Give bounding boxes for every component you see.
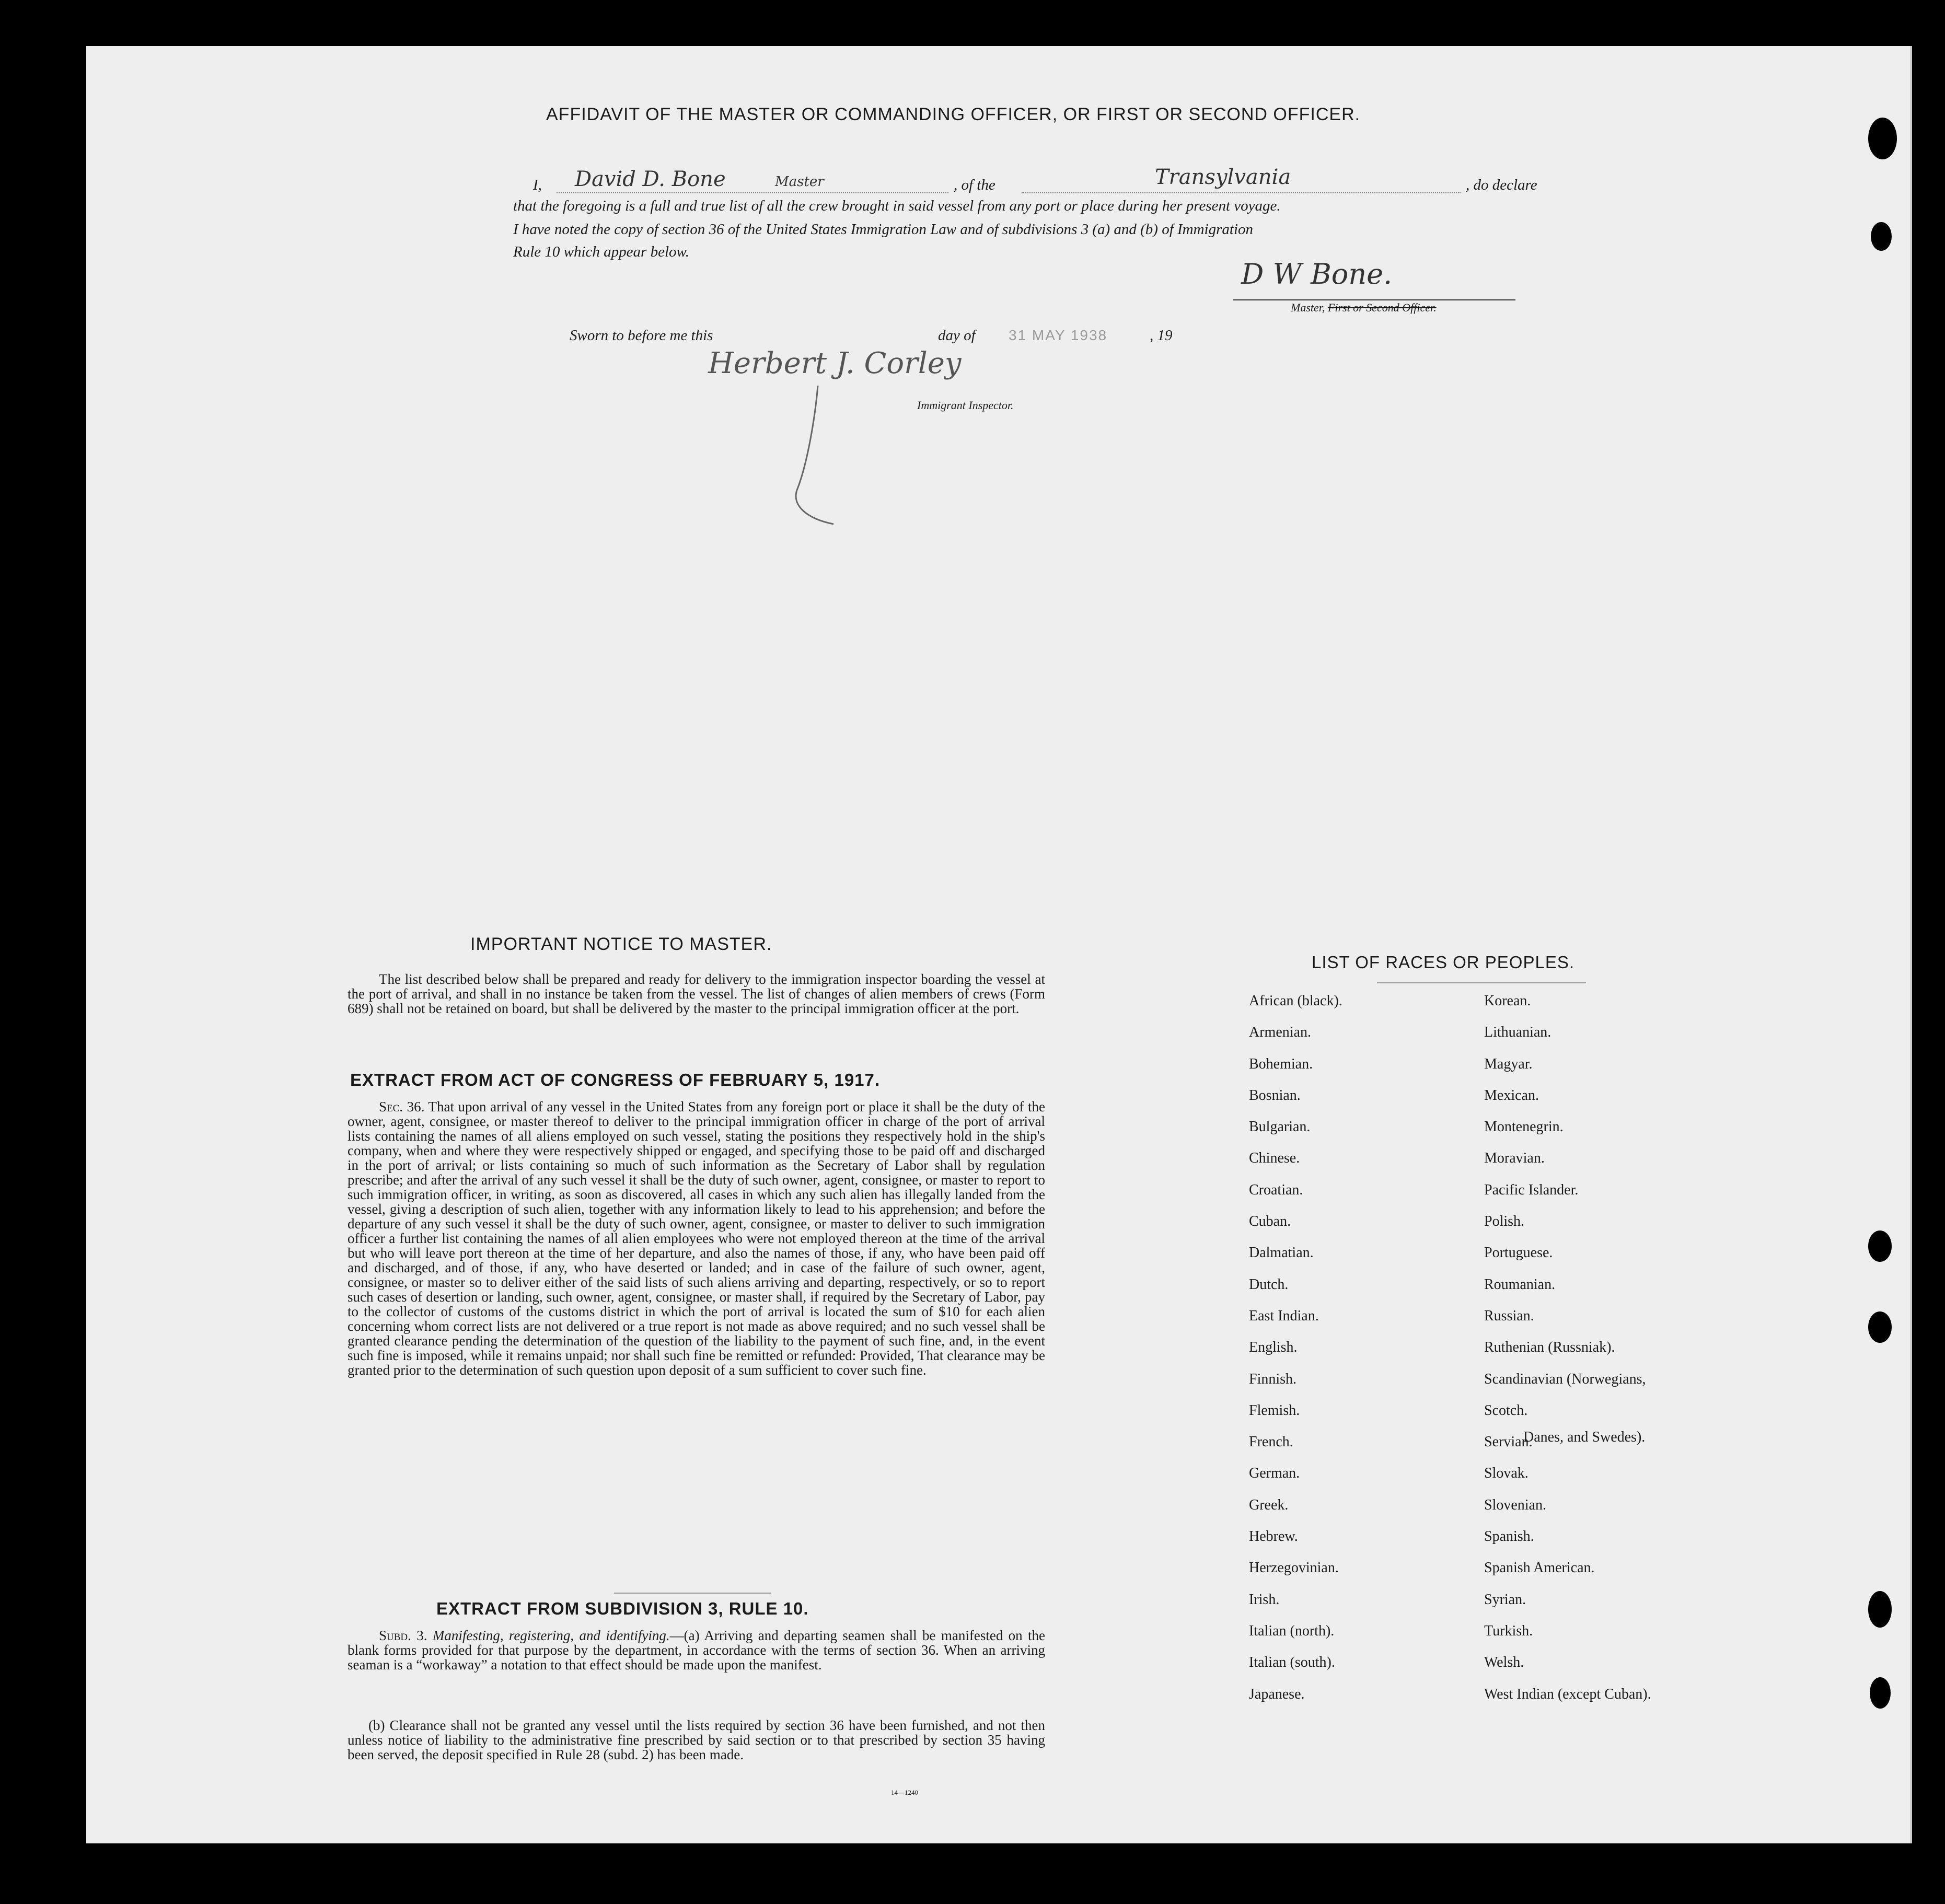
race-item: Bosnian. xyxy=(1249,1087,1301,1104)
race-item: Flemish. xyxy=(1249,1402,1300,1419)
race-item: German. xyxy=(1249,1465,1300,1482)
extract2-body-a xyxy=(348,1628,1045,1672)
race-item: African (black). xyxy=(1249,993,1342,1009)
race-item: Scotch. xyxy=(1484,1402,1528,1419)
notice-text: The list described below shall be prepared and ready for delivery to the immigration inspector boarding the vessel at the port of arrival, and shall in no instance be taken from the vessel. The list of changes of alien members of crews (Form 689) shall not be retained on board, but shall be delivered by the master to the principal immigration officer at the port. xyxy=(348,971,1045,1016)
race-item: Ruthenian (Russniak). xyxy=(1484,1339,1615,1356)
races-right-column xyxy=(1484,993,1651,1717)
race-item: Korean. xyxy=(1484,993,1531,1009)
form-number: 14—1240 xyxy=(891,1789,918,1796)
inspector-caption: Immigrant Inspector. xyxy=(917,399,1014,412)
affidavit-line2: that the foregoing is a full and true list of all the crew brought in said vessel from any port or place during her present voyage. xyxy=(513,198,1281,214)
of-the-text: , of the xyxy=(954,177,995,193)
signature-caption-struck: First or Second Officer. xyxy=(1327,301,1437,314)
affidavit-i: I, xyxy=(533,177,542,193)
extract1-lead: Sec. 36. xyxy=(379,1099,425,1114)
race-item: Finnish. xyxy=(1249,1371,1297,1387)
name-line xyxy=(557,192,948,193)
race-item: Montenegrin. xyxy=(1484,1119,1564,1135)
punch-hole xyxy=(1868,1230,1892,1262)
master-name: David D. Bone xyxy=(575,167,726,191)
punch-hole xyxy=(1871,222,1892,251)
extract1-title: EXTRACT FROM ACT OF CONGRESS OF FEBRUARY 5, 1917. xyxy=(350,1070,881,1089)
race-item: Dalmatian. xyxy=(1249,1245,1314,1261)
race-item: Italian (north). xyxy=(1249,1622,1335,1639)
affidavit-line4: Rule 10 which appear below. xyxy=(513,243,689,260)
race-item: Scandinavian (Norwegians, xyxy=(1484,1371,1646,1387)
race-item: Irish. xyxy=(1249,1591,1280,1608)
race-item: Herzegovinian. xyxy=(1249,1560,1339,1576)
race-item: Lithuanian. xyxy=(1484,1024,1552,1041)
race-item: Pacific Islander. xyxy=(1484,1181,1579,1198)
extract2-text-a: —(a) Arriving and departing seamen shall be manifested on the blank forms provided for that purpose by the department, in accordance with the terms of section 36. When an arriving seaman is a “workaway” a notation to that effect should be made upon the manifest. xyxy=(348,1628,1045,1673)
race-item: Servian. xyxy=(1484,1434,1533,1450)
inspector-signature: Herbert J. Corley xyxy=(708,346,962,380)
race-item: Moravian. xyxy=(1484,1150,1545,1167)
extract2-heading: Manifesting, registering, and identifying. xyxy=(432,1628,670,1643)
race-item: Turkish. xyxy=(1484,1622,1533,1639)
rank: Master xyxy=(775,174,824,190)
race-item: Slovak. xyxy=(1484,1465,1529,1482)
race-item: Cuban. xyxy=(1249,1213,1291,1230)
signature-caption xyxy=(1291,301,1437,315)
vessel-name: Transylvania xyxy=(1155,165,1291,189)
race-item: Syrian. xyxy=(1484,1591,1526,1608)
races-title-rule xyxy=(1377,982,1586,983)
signature-flourish xyxy=(786,386,849,527)
vessel-line xyxy=(1022,192,1461,193)
race-item: Welsh. xyxy=(1484,1654,1524,1671)
master-signature: D W Bone. xyxy=(1241,258,1393,291)
race-item: Italian (south). xyxy=(1249,1654,1335,1671)
race-item: East Indian. xyxy=(1249,1307,1319,1324)
races-title: LIST OF RACES OR PEOPLES. xyxy=(1312,953,1575,972)
race-item: Portuguese. xyxy=(1484,1245,1553,1261)
punch-hole xyxy=(1868,118,1897,159)
race-item: Spanish. xyxy=(1484,1528,1534,1545)
race-item: Polish. xyxy=(1484,1213,1525,1230)
race-item: Japanese. xyxy=(1249,1686,1305,1702)
race-item: Armenian. xyxy=(1249,1024,1311,1041)
date-stamp: 31 MAY 1938 xyxy=(1009,327,1108,343)
race-item: Chinese. xyxy=(1249,1150,1300,1167)
race-item: Slovenian. xyxy=(1484,1496,1546,1513)
year-prefix: , 19 xyxy=(1150,327,1173,344)
sworn-text: Sworn to before me this xyxy=(570,327,713,344)
race-item: Hebrew. xyxy=(1249,1528,1298,1545)
punch-hole xyxy=(1868,1591,1892,1628)
race-item-continuation: Danes, and Swedes). xyxy=(1523,1429,1646,1445)
race-item: West Indian (except Cuban). xyxy=(1484,1686,1651,1702)
race-item: Greek. xyxy=(1249,1496,1289,1513)
race-item: Spanish American. xyxy=(1484,1560,1595,1576)
affidavit-line3: I have noted the copy of section 36 of the United States Immigration Law and of subdivisions 3 (a) and (b) of Immigration xyxy=(513,221,1254,238)
extract1-text: That upon arrival of any vessel in the United States from any foreign port or place it shall be the duty of the owner, agent, consignee, or master thereof to deliver to the principal immigration officer in charge of the port of arrival lists containing the names of all aliens employed on such vessel, stating the positions they respectively hold in the ship's company, when and where they were respectively shipped or engaged, and specifying those to be paid off and discharged in the port of arrival; or lists containing so much of such information as the Secretary of Labor shall by regulation prescribe; and after the arrival of any such vessel it shall be the duty of such owner, agent, consignee, or master to report to such immigration officer, in writing, as soon as discovered, all cases in which any such alien has illegally landed from the vessel, giving a description of such alien, together with any information likely to lead to his apprehension; and before the departure of any such vessel it shall be the duty of such owner, agent, consignee, or master to deliver to such immigration officer a further list containing the names of all alien employees who were not employed thereon at the time of the arrival but who will leave port thereon at the time of her departure, and also the names of those, if any, who have been paid off and discharged, and of those, if any, who have deserted or landed; and in case of the failure of such owner, agent, consignee, or master so to deliver either of the said lists of such aliens arriving and departing, respectively, or so to report such cases of desertion or landing, such owner, agent, consignee, or master shall, if required by the Secretary of Labor, pay to the collector of customs of the customs district in which the port of arrival is located the sum of $10 for each alien concerning whom correct lists are not delivered or a true report is not made as above required; and no such vessel shall be granted clearance pending the determination of the question of the liability to the payment of such fine, and, in the event such fine is imposed, while it remains unpaid; nor shall such fine be remitted or refunded: Provided, That clearance may be granted prior to the determination of such question upon deposit of a sum sufficient to cover such fine. xyxy=(348,1099,1046,1378)
race-item: Magyar. xyxy=(1484,1055,1533,1072)
day-of-text: day of xyxy=(938,327,976,344)
race-item: Russian. xyxy=(1484,1307,1534,1324)
punch-hole xyxy=(1868,1311,1892,1343)
extract2-title: EXTRACT FROM SUBDIVISION 3, RULE 10. xyxy=(436,1599,809,1618)
notice-title: IMPORTANT NOTICE TO MASTER. xyxy=(470,934,772,954)
divider xyxy=(614,1593,771,1594)
document-page xyxy=(86,46,1912,1843)
affidavit-title: AFFIDAVIT OF THE MASTER OR COMMANDING OFFICER, OR FIRST OR SECOND OFFICER. xyxy=(546,105,1361,124)
race-item: Bulgarian. xyxy=(1249,1119,1311,1135)
race-item: French. xyxy=(1249,1434,1293,1450)
race-item: Roumanian. xyxy=(1484,1276,1556,1293)
race-item: Croatian. xyxy=(1249,1181,1303,1198)
race-item: English. xyxy=(1249,1339,1298,1356)
race-item: Mexican. xyxy=(1484,1087,1539,1104)
race-item: Dutch. xyxy=(1249,1276,1289,1293)
race-item: Bohemian. xyxy=(1249,1055,1313,1072)
signature-line xyxy=(1233,299,1515,300)
extract2-lead: Subd. 3. xyxy=(379,1628,427,1643)
signature-caption-master: Master, xyxy=(1291,301,1325,314)
extract1-body xyxy=(348,1099,1045,1377)
punch-hole xyxy=(1870,1677,1891,1709)
races-left-column xyxy=(1249,993,1342,1717)
extract2-text-b: (b) Clearance shall not be granted any vessel until the lists required by section 36 have been furnished, and not then unless notice of liability to the administrative fine prescribed by said section or to that prescribed by section 35 having been served, the deposit specified in Rule 28 (subd. 2) has been made. xyxy=(348,1717,1045,1762)
do-declare-text: , do declare xyxy=(1466,177,1537,193)
